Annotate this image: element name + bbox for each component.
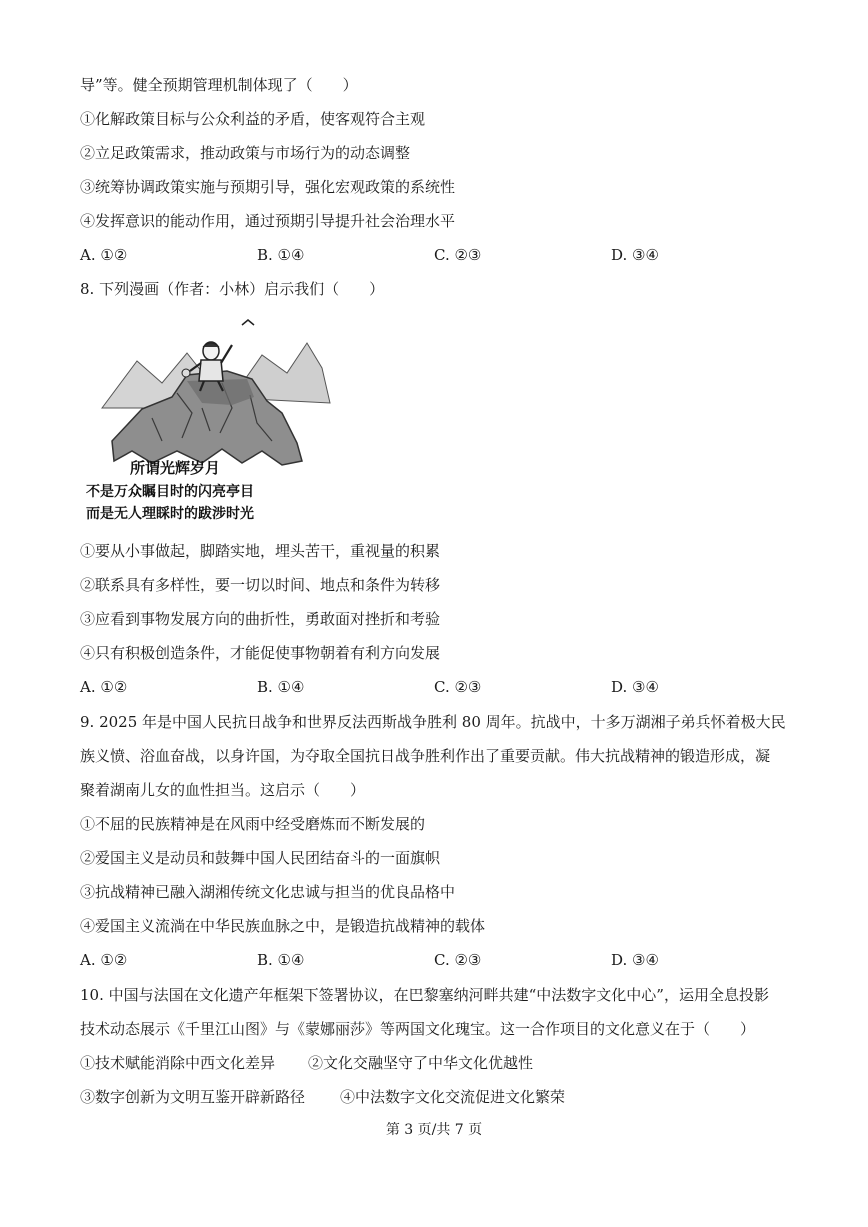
q9-stem-line-1: 9. 2025 年是中国人民抗日战争和世界反法西斯战争胜利 80 周年。抗战中，十多万湖湘子弟兵怀着极大民 — [80, 713, 786, 731]
cartoon-caption-line-1: 所谓光辉岁月 — [130, 459, 221, 477]
q9-option-c: C. ②③ — [434, 951, 482, 969]
q7-item-1: ①化解政策目标与公众利益的矛盾，使客观符合主观 — [80, 110, 426, 128]
q8-option-d: D. ③④ — [611, 678, 659, 696]
q7-item-4: ④发挥意识的能动作用，通过预期引导提升社会治理水平 — [80, 212, 456, 230]
q9-option-d: D. ③④ — [611, 951, 659, 969]
q9-stem-line-3: 聚着湖南儿女的血性担当。这启示（ ） — [80, 781, 366, 799]
q7-option-c: C. ②③ — [434, 246, 482, 264]
q8-stem: 8. 下列漫画（作者：小林）启示我们（ ） — [80, 280, 385, 298]
q7-item-2: ②立足政策需求，推动政策与市场行为的动态调整 — [80, 144, 411, 162]
q9-item-1: ①不屈的民族精神是在风雨中经受磨炼而不断发展的 — [80, 815, 426, 833]
q10-item-3: ③数字创新为文明互鉴开辟新路径 — [80, 1088, 306, 1106]
q9-stem-line-2: 族义愤、浴血奋战，以身许国，为夺取全国抗日战争胜利作出了重要贡献。伟大抗战精神的锻造形成，凝 — [80, 747, 771, 765]
q10-item-4: ④中法数字文化交流促进文化繁荣 — [340, 1088, 566, 1106]
q8-option-c: C. ②③ — [434, 678, 482, 696]
q8-item-2: ②联系具有多样性，要一切以时间、地点和条件为转移 — [80, 576, 441, 594]
q8-item-4: ④只有积极创造条件，才能促使事物朝着有利方向发展 — [80, 644, 441, 662]
q9-item-3: ③抗战精神已融入湖湘传统文化忠诚与担当的优良品格中 — [80, 883, 456, 901]
q8-item-1: ①要从小事做起，脚踏实地，埋头苦干，重视量的积累 — [80, 542, 441, 560]
q7-option-d: D. ③④ — [611, 246, 659, 264]
cartoon-caption-line-3: 而是无人理睬时的跋涉时光 — [86, 506, 254, 522]
cartoon-caption-line-2: 不是万众瞩目时的闪亮亭目 — [86, 484, 254, 500]
page-footer: 第 3 页/共 7 页 — [385, 1122, 483, 1138]
q7-item-3: ③统筹协调政策实施与预期引导，强化宏观政策的系统性 — [80, 178, 456, 196]
q9-item-4: ④爱国主义流淌在中华民族血脉之中，是锻造抗战精神的载体 — [80, 917, 486, 935]
q7-option-b: B. ①④ — [257, 246, 305, 264]
q10-stem-line-1: 10. 中国与法国在文化遗产年框架下签署协议，在巴黎塞纳河畔共建“中法数字文化中心”，运用全息投影 — [80, 986, 769, 1004]
q10-stem-line-2: 技术动态展示《千里江山图》与《蒙娜丽莎》等两国文化瑰宝。这一合作项目的文化意义在于（ ） — [80, 1020, 756, 1038]
q10-item-1: ①技术赋能消除中西文化差异 — [80, 1054, 276, 1072]
q7-option-a: A. ①② — [80, 246, 128, 264]
q8-item-3: ③应看到事物发展方向的曲折性，勇敢面对挫折和考验 — [80, 610, 441, 628]
q8-option-a: A. ①② — [80, 678, 128, 696]
q9-option-b: B. ①④ — [257, 951, 305, 969]
q7-stem-tail: 导”等。健全预期管理机制体现了（ ） — [80, 76, 358, 94]
q10-item-2: ②文化交融坚守了中华文化优越性 — [308, 1054, 534, 1072]
q8-option-b: B. ①④ — [257, 678, 305, 696]
q9-item-2: ②爱国主义是动员和鼓舞中国人民团结奋斗的一面旗帜 — [80, 849, 441, 867]
q9-option-a: A. ①② — [80, 951, 128, 969]
cartoon-mountain-climber — [82, 313, 342, 525]
